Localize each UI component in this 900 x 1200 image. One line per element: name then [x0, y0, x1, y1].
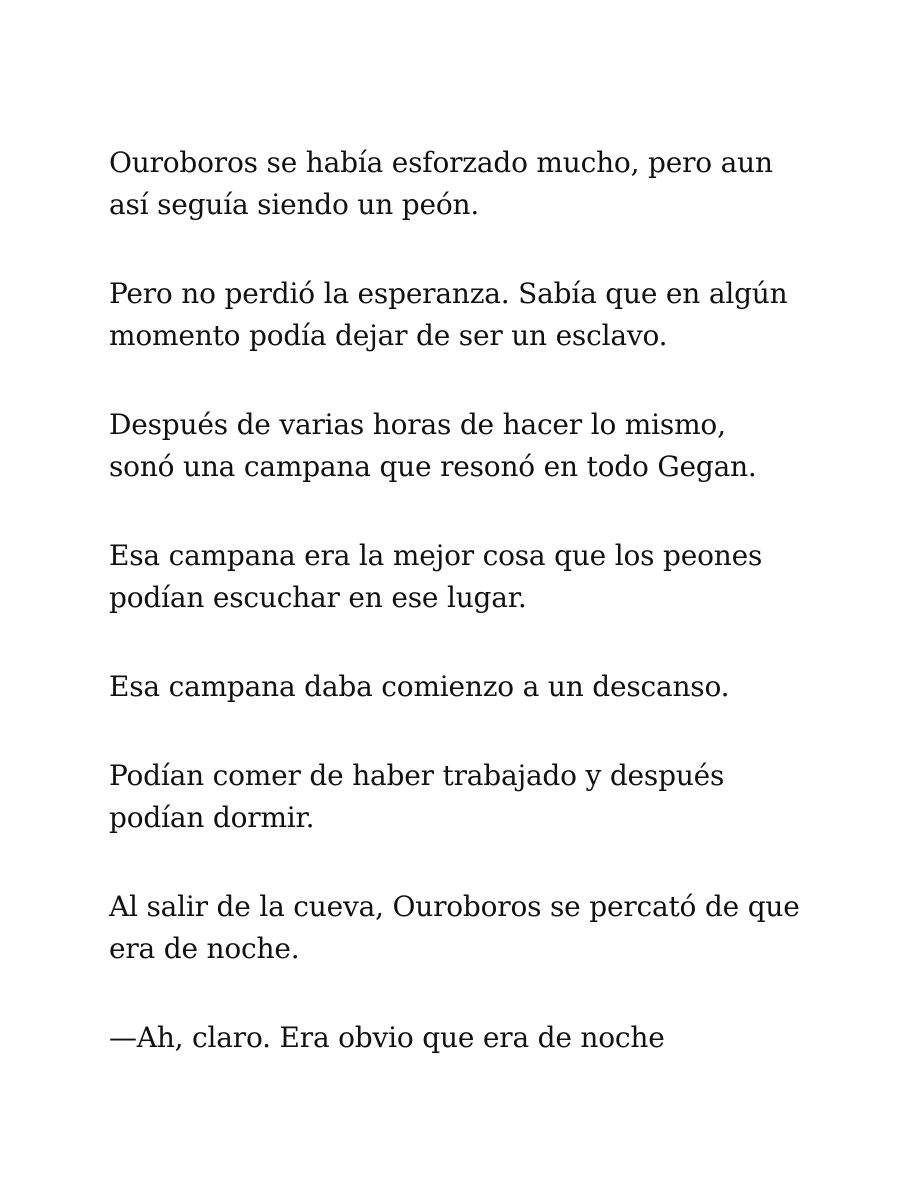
paragraph-7: Al salir de la cueva, Ouroboros se percató de que era de noche. [109, 890, 800, 965]
text-column [109, 142, 829, 1106]
paragraph-3: Después de varias horas de hacer lo mismo, sonó una campana que resonó en todo Gegan. [109, 408, 757, 483]
paragraph-1: Ouroboros se había esforzado mucho, pero aun así seguía siendo un peón. [109, 146, 773, 221]
paragraph-2: Pero no perdió la esperanza. Sabía que en algún momento podía dejar de ser un esclavo. [109, 277, 788, 352]
paragraph-4: Esa campana era la mejor cosa que los peones podían escuchar en ese lugar. [109, 539, 763, 614]
paragraph-6: Podían comer de haber trabajado y después podían dormir. [109, 759, 725, 834]
paragraph-8: —Ah, claro. Era obvio que era de noche [109, 1021, 665, 1054]
paragraph-5: Esa campana daba comienzo a un descanso. [109, 670, 730, 703]
